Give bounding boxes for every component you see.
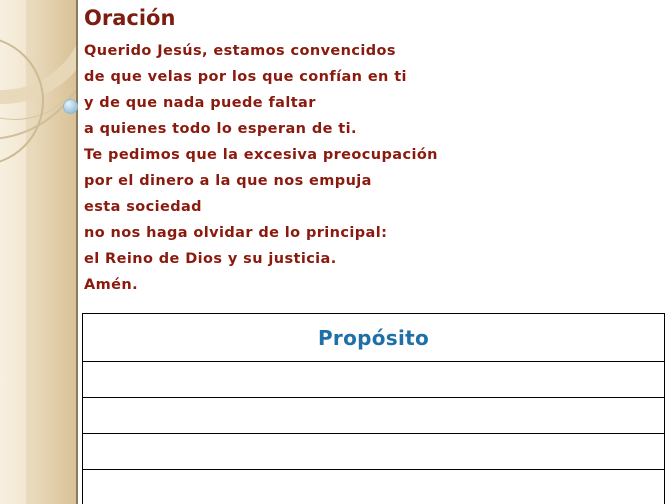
prayer-line: Amén. — [84, 277, 138, 293]
table-row[interactable] — [83, 470, 664, 504]
prayer-line: el Reino de Dios y su justicia. — [84, 251, 337, 267]
page-title: Oración — [84, 6, 176, 30]
slide-content — [84, 0, 672, 504]
proposito-table-header — [83, 314, 664, 362]
prayer-line: a quienes todo lo esperan de ti. — [84, 121, 357, 137]
prayer-line: no nos haga olvidar de lo principal: — [84, 225, 388, 241]
decorative-left-band — [0, 0, 78, 504]
prayer-line: esta sociedad — [84, 199, 202, 215]
prayer-line: y de que nada puede faltar — [84, 95, 316, 111]
prayer-text — [84, 38, 644, 298]
table-row[interactable] — [83, 434, 664, 470]
prayer-line: Te pedimos que la excesiva preocupación — [84, 147, 438, 163]
proposito-table — [82, 313, 665, 504]
table-row[interactable] — [83, 398, 664, 434]
prayer-line: por el dinero a la que nos empuja — [84, 173, 372, 189]
prayer-line: de que velas por los que confían en ti — [84, 69, 407, 85]
proposito-header-label: Propósito — [317, 325, 430, 350]
prayer-line: Querido Jesús, estamos convencidos — [84, 43, 396, 59]
table-row[interactable] — [83, 362, 664, 398]
decorative-bullet-dot-icon — [63, 99, 78, 114]
